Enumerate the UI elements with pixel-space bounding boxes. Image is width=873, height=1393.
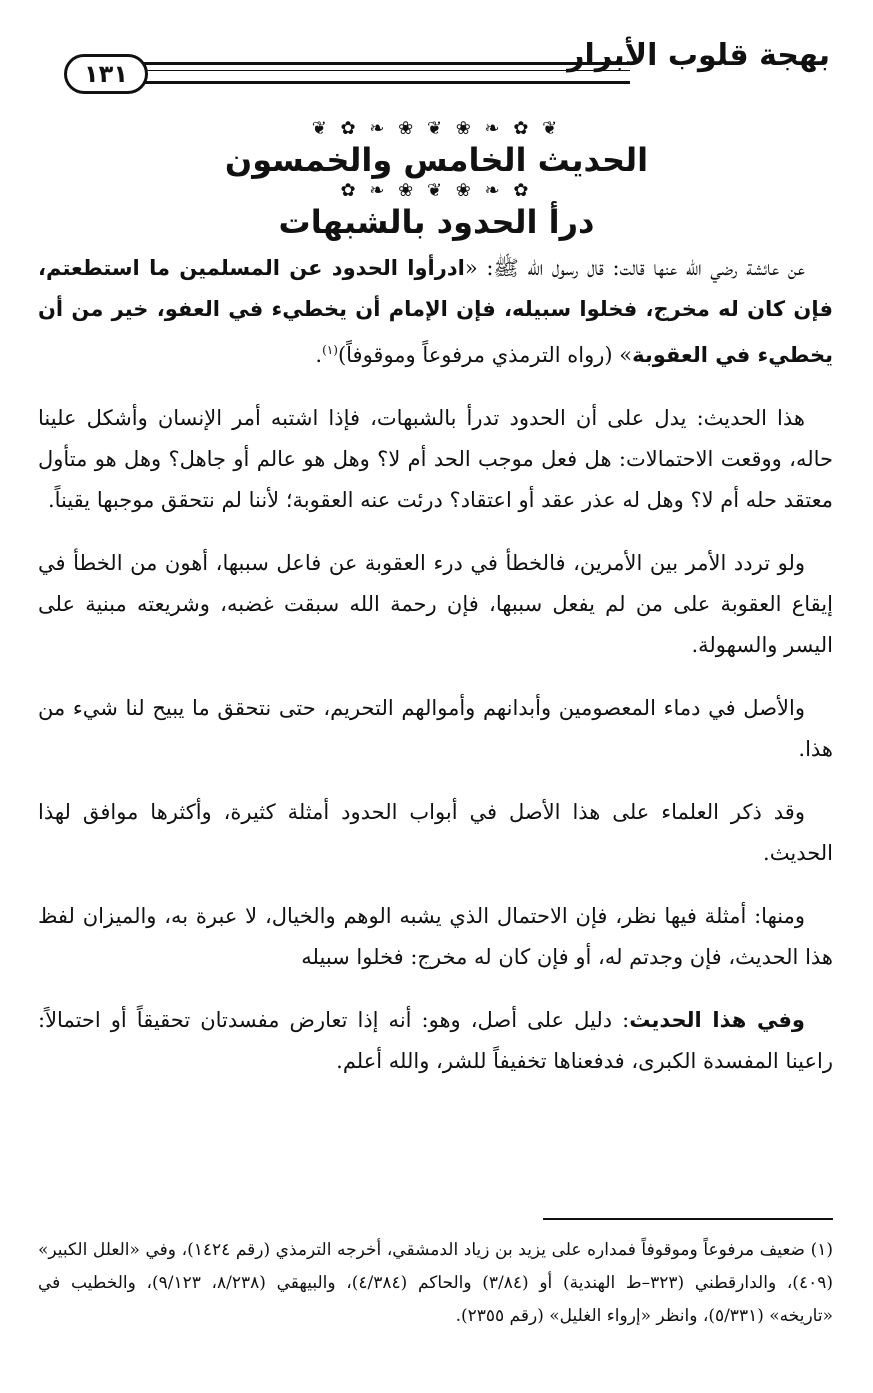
paragraph-5: وقد ذكر العلماء على هذا الأصل في أبواب الحدود أمثلة كثيرة، وأكثرها موافق لهذا الحديث. — [38, 800, 833, 865]
paragraph-6: ومنها: أمثلة فيها نظر، فإن الاحتمال الذي يشبه الوهم والخيال، لا عبرة به، والميزان لفظ هذا الحديث، فإن وجدتم له، أو فإن كان له مخرج: فخلوا سبيله — [38, 904, 833, 969]
book-title: بهجة قلوب الأبرار — [567, 38, 830, 73]
ornament-top: ❦ ✿ ❧ ❀ ❦ ❀ ❧ ✿ ❦ — [311, 118, 562, 139]
body-text — [38, 248, 833, 1104]
hadith-intro: عن عائشة رضي الله عنها قالت: قال رسول الله ﷺ: « — [464, 256, 805, 280]
page-number: ١٣١ — [64, 54, 148, 94]
chapter-title: الحديث الخامس والخمسون — [224, 141, 649, 179]
paragraph-3: ولو تردد الأمر بين الأمرين، فالخطأ في درء العقوبة عن فاعل سببها، أهون من الخطأ في إيقاع العقوبة على من لم يفعل سببها، فإن رحمة الله سبقت غضبه، وشريعته مبنية على اليسر والسهولة. — [38, 551, 833, 657]
ornament-middle: ✿ ❧ ❀ ❦ ❀ ❧ ✿ — [340, 180, 533, 201]
page-header — [60, 38, 830, 108]
paragraph-4: والأصل في دماء المعصومين وأبدانهم وأموالهم التحريم، حتى نتحقق ما يبيح لنا شيء من هذا. — [38, 696, 833, 761]
hadith-source: » (رواه الترمذي مرفوعاً وموقوفاً) — [337, 343, 633, 367]
footnotes — [38, 1234, 833, 1333]
paragraph-7-rest: : دليل على أصل، وهو: أنه إذا تعارض مفسدتان تحقيقاً أو احتمالاً: راعينا المفسدة الكبرى، فدفعناها تخفيفاً للشر، والله أعلم. — [38, 1008, 833, 1073]
footnote-divider — [543, 1218, 833, 1220]
chapter-subtitle: درأ الحدود بالشبهات — [278, 203, 595, 241]
header-rule — [140, 62, 630, 84]
hadith-text: ادرأوا الحدود عن المسلمين ما استطعتم، فإن كان له مخرج، فخلوا سبيله، فإن الإمام أن يخطيء في العفو، خير من أن يخطيء في العقوبة — [38, 256, 833, 367]
footnote-1: (١) ضعيف مرفوعاً وموقوفاً فمداره على يزيد بن زياد الدمشقي، أخرجه الترمذي (رقم ١٤٢٤)، وفي «العلل الكبير» (٤٠٩)، والدارقطني (٣٢٣–ط الهندية) أو (٣/٨٤) والحاكم (٤/٣٨٤)، والبيهقي (٨/٢٣٨، ٩/١٢٣)، والخطيب في «تاريخه» (٥/٣٣١)، وانظر «إرواء الغليل» (رقم ٢٣٥٥). — [38, 1240, 833, 1326]
paragraph-7 — [38, 1000, 833, 1082]
chapter-heading — [0, 118, 873, 242]
footnote-ref: (١) — [322, 343, 338, 357]
paragraph-7-lead: وفي هذا الحديث — [629, 1008, 805, 1032]
paragraph-hadith — [38, 248, 833, 376]
paragraph-2: هذا الحديث: يدل على أن الحدود تدرأ بالشبهات، فإذا اشتبه أمر الإنسان وأشكل علينا حاله، ووقعت الاحتمالات: هل فعل موجب الحد أم لا؟ وهل هو عالم أو جاهل؟ وهل هو متأول معتقد حله أم لا؟ وهل له عذر عقد أو اعتقاد؟ درئت عنه العقوبة؛ لأننا لم نتحقق موجبها يقيناً. — [38, 406, 833, 512]
hadith-end: . — [315, 343, 323, 367]
